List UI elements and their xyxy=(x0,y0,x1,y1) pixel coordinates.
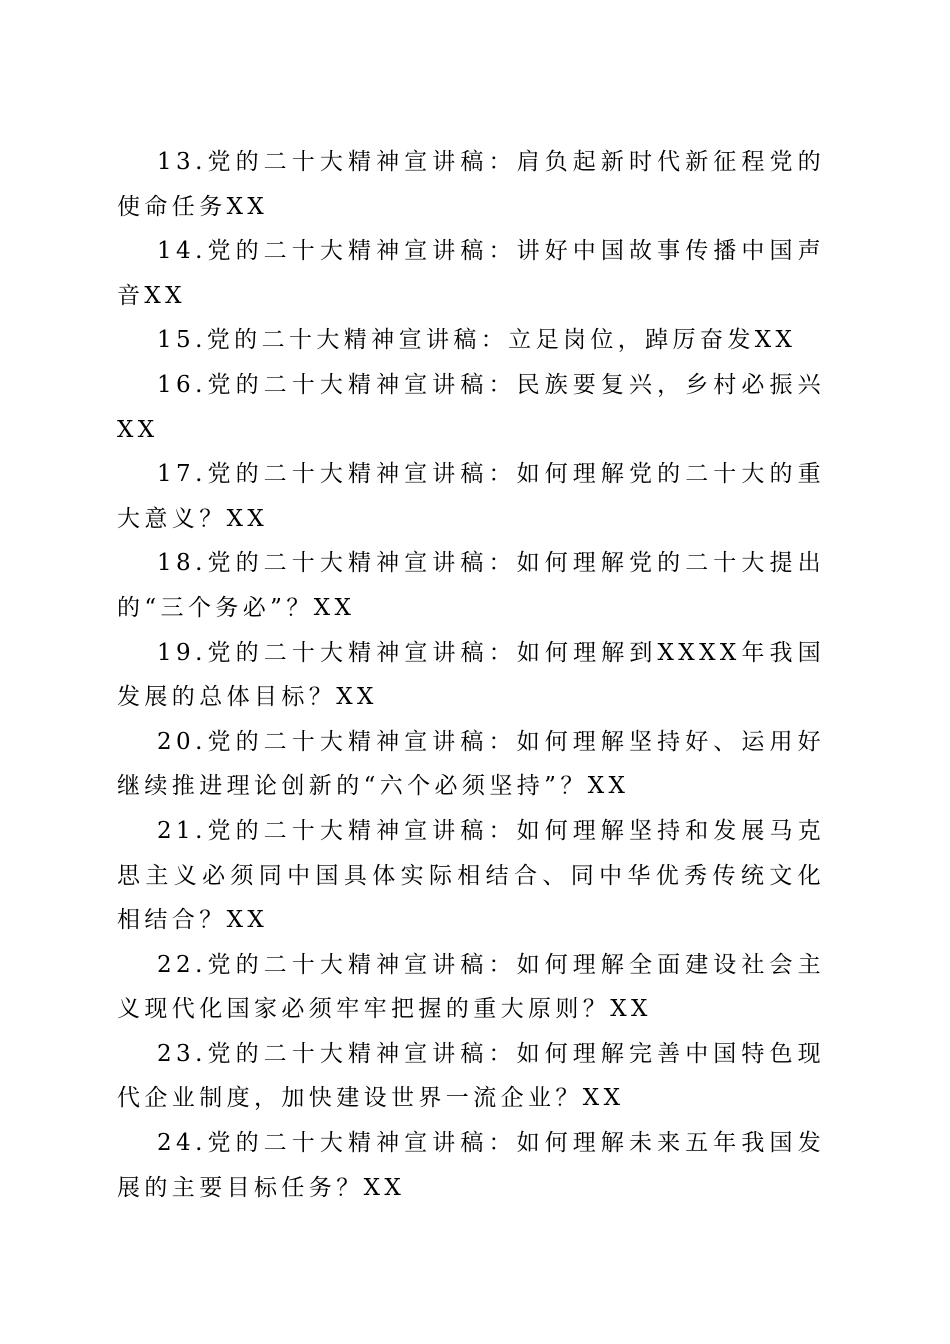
list-item-14: 14.党的二十大精神宣讲稿：讲好中国故事传播中国声音XX xyxy=(117,238,825,309)
list-item-18: 18.党的二十大精神宣讲稿：如何理解党的二十大提出的“三个务必”？XX xyxy=(117,550,825,621)
list-item-17: 17.党的二十大精神宣讲稿：如何理解党的二十大的重大意义？XX xyxy=(117,461,825,532)
list-item-20: 20.党的二十大精神宣讲稿：如何理解坚持好、运用好继续推进理论创新的“六个必须坚持”？XX xyxy=(117,728,825,800)
list-item-21: 21.党的二十大精神宣讲稿：如何理解坚持和发展马克思主义必须同中国具体实际相结合、同中华优秀传统文化相结合？XX xyxy=(117,817,825,934)
list-item-13: 13.党的二十大精神宣讲稿：肩负起新时代新征程党的使命任务XX xyxy=(117,149,825,220)
list-item-22: 22.党的二十大精神宣讲稿：如何理解全面建设社会主义现代化国家必须牢牢把握的重大原则？XX xyxy=(117,951,825,1023)
list-item-24: 24.党的二十大精神宣讲稿：如何理解未来五年我国发展的主要目标任务？XX xyxy=(117,1130,825,1201)
list-item-15: 15.党的二十大精神宣讲稿：立足岗位，踔厉奋发XX xyxy=(157,327,797,354)
list-item-16: 16.党的二十大精神宣讲稿：民族要复兴，乡村必振兴XX xyxy=(117,371,825,443)
document-body xyxy=(117,140,825,1210)
list-item-23: 23.党的二十大精神宣讲稿：如何理解完善中国特色现代企业制度，加快建设世界一流企业？XX xyxy=(117,1040,825,1112)
list-item-19: 19.党的二十大精神宣讲稿：如何理解到XXXX年我国发展的总体目标？XX xyxy=(117,639,825,711)
